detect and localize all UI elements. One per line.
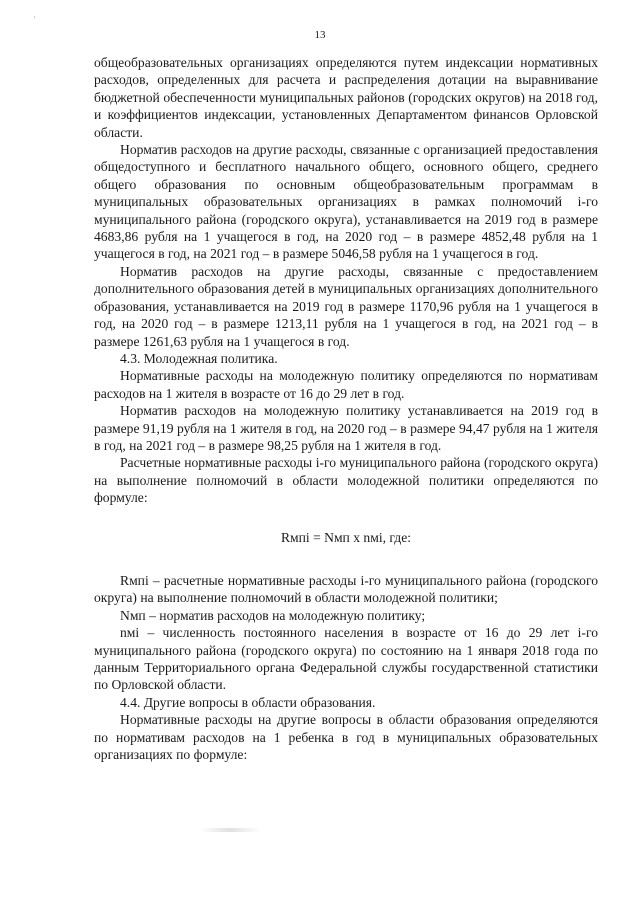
paragraph-youth-policy-norm: Норматив расходов на молодежную политику устанавливается на 2019 год в размере 91,19 рубля на 1 жителя в год, на 2020 год – в размере 94,47 рубля на 1 жителя в год, на 2021 год – в размере 98,25 рубля на 1 жителя в год. — [94, 403, 598, 453]
paragraph-general-education-norm: Норматив расходов на другие расходы, связанные с организацией предоставления общедоступного и бесплатного начального общего, основного общего, среднего общего образования по основным общеобразовательным программам в муниципальных образовательных организациях в рамках полномочий i-го муниципального района (городского округа), устанавливается на 2019 год в размере 4683,86 рубля на 1 учащегося в год, на 2020 год – в размере 4852,48 рубля на 1 учащегося в год, на 2021 год – в размере 5046,58 рубля на 1 учащегося в год. — [94, 142, 598, 262]
formula-youth-policy: Rмпi = Nмп x nмi, где: — [280, 529, 412, 545]
page-number: 13 — [314, 29, 326, 41]
definition-nmi: nмi – численность постоянного населения в возрасте от 16 до 29 лет i-го муниципального района (городского округа) по состоянию на 1 января 2018 года по данным Территориального органа Федеральной службы государственной статистики по Орловской области. — [94, 625, 598, 693]
section-heading-youth-policy: 4.3. Молодежная политика. — [120, 350, 278, 366]
paragraph-continuation: общеобразовательных организациях определяются путем индексации нормативных расходов, определенных для расчета и распределения дотации на выравнивание бюджетной обеспеченности муниципальных районов (городских округов) на 2018 год, и коэффициентов индексации, установленных Департаментом финансов Орловской области. — [94, 55, 598, 140]
document-body — [94, 54, 598, 763]
paragraph-youth-policy-intro: Нормативные расходы на молодежную политику определяются по нормативам расходов на 1 жителя в возрасте от 16 до 29 лет в год. — [94, 368, 598, 401]
definition-rmpi: Rмпi – расчетные нормативные расходы i-го муниципального района (городского округа) на выполнение полномочий в области молодежной политики; — [94, 572, 598, 606]
definition-nmp: Nмп – норматив расходов на молодежную политику; — [120, 607, 426, 623]
paragraph-youth-policy-formula-intro: Расчетные нормативные расходы i-го муниципального района (городского округа) на выполнение полномочий в области молодежной политики определяются по формуле: — [94, 455, 598, 506]
section-heading-other-education: 4.4. Другие вопросы в области образования. — [120, 694, 376, 710]
scan-smudge — [200, 828, 260, 832]
corner-mark: ' — [34, 15, 36, 24]
paragraph-additional-education-norm: Норматив расходов на другие расходы, связанные с предоставлением дополнительного образования детей в муниципальных организациях дополнительного образования, устанавливается на 2019 год в размере 1170,96 рубля на 1 учащегося в год, на 2020 год – в размере 1213,11 рубля на 1 учащегося в год, на 2021 год – в размере 1261,63 рубля на 1 учащегося в год. — [94, 263, 598, 349]
paragraph-other-education-intro: Нормативные расходы на другие вопросы в области образования определяются по нормативам расходов на 1 ребенка в год в муниципальных образовательных организациях по формуле: — [94, 712, 598, 763]
